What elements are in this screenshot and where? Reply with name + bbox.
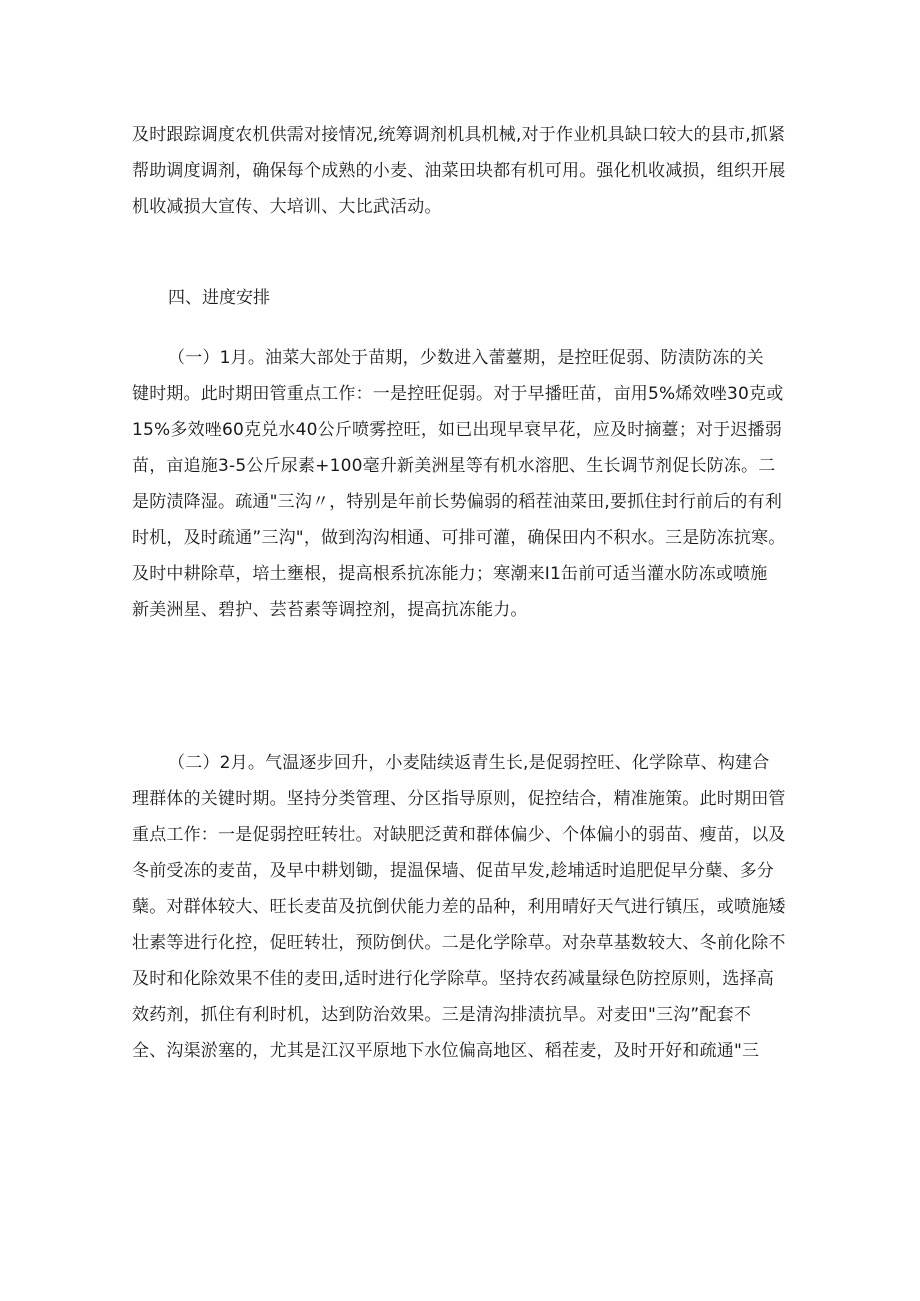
text-line: （一）1月。油菜大部处于苗期，少数进入蕾薹期，是控旺促弱、防渍防冻的关: [168, 348, 764, 368]
text-line: 理群体的关键时期。坚持分类管理、分区指导原则，促控结合，精准施策。此时期田管: [132, 789, 786, 809]
text-line: 15%多效唑60克兑水40公斤喷雾控旺，如已出现早衰早花，应及时摘薹；对于迟播弱: [132, 420, 783, 440]
text-line: 全、沟渠淤塞的，尤其是江汉平原地下水位偏高地区、稻茬麦，及时开好和疏通"三: [132, 1041, 760, 1061]
paragraph-january: [132, 340, 792, 628]
text-line: 蘖。对群体较大、旺长麦苗及抗倒伏能力差的品种，利用晴好天气进行镇压，或喷施矮: [132, 897, 786, 917]
section-heading: 四、进度安排: [168, 288, 270, 308]
text-line: 冬前受冻的麦苗，及早中耕划锄，提温保墙、促苗早发,趁埔适时追肥促早分蘖、多分: [132, 861, 775, 881]
text-line: 苗，亩追施3-5公斤尿素+100毫升新美洲星等有机水溶肥、生长调节剂促长防冻。二: [132, 456, 776, 476]
text-line: 新美洲星、碧护、芸苔素等调控剂，提高抗冻能力。: [132, 600, 528, 620]
text-line: 效药剂，抓住有利时机，达到防治效果。三是清沟排渍抗旱。对麦田"三沟”配套不: [132, 1005, 752, 1025]
paragraph-february: [132, 745, 792, 1069]
text-line: 键时期。此时期田管重点工作：一是控旺促弱。对于早播旺苗，亩用5%烯效唑30克或: [132, 384, 784, 404]
text-line: 及时跟踪调度农机供需对接情况,统筹调剂机具机械,对于作业机具缺口较大的县市,抓紧: [132, 125, 786, 145]
text-line: 机收减损大宣传、大培训、大比武活动。: [132, 197, 442, 217]
text-line: 及时中耕除草，培土壅根，提高根系抗冻能力；寒潮来I1缶前可适当灌水防冻或喷施: [132, 564, 768, 584]
text-line: 壮素等进行化控，促旺转壮，预防倒伏。二是化学除草。对杂草基数较大、冬前化除不: [132, 933, 786, 953]
text-line: 及时和化除效果不佳的麦田,适时进行化学除草。坚持农药减量绿色防控原则，选择高: [132, 969, 775, 989]
text-line: 时机，及时疏通”三沟"，做到沟沟相通、可排可灌，确保田内不积水。三是防冻抗寒。: [132, 528, 786, 548]
paragraph-machinery: [132, 117, 792, 225]
text-line: 是防渍降湿。疏通"三沟〃，特别是年前长势偏弱的稻茬油菜田,要抓住封行前后的有利: [132, 492, 783, 512]
text-line: 重点工作：一是促弱控旺转壮。对缺肥泛黄和群体偏少、个体偏小的弱苗、瘦苗，以及: [132, 825, 786, 845]
text-line: （二）2月。气温逐步回升，小麦陆续返青生长,是促弱控旺、化学除草、构建合: [168, 753, 770, 773]
text-line: 帮助调度调剂，确保每个成熟的小麦、油菜田块都有机可用。强化机收减损，组织开展: [132, 161, 786, 181]
